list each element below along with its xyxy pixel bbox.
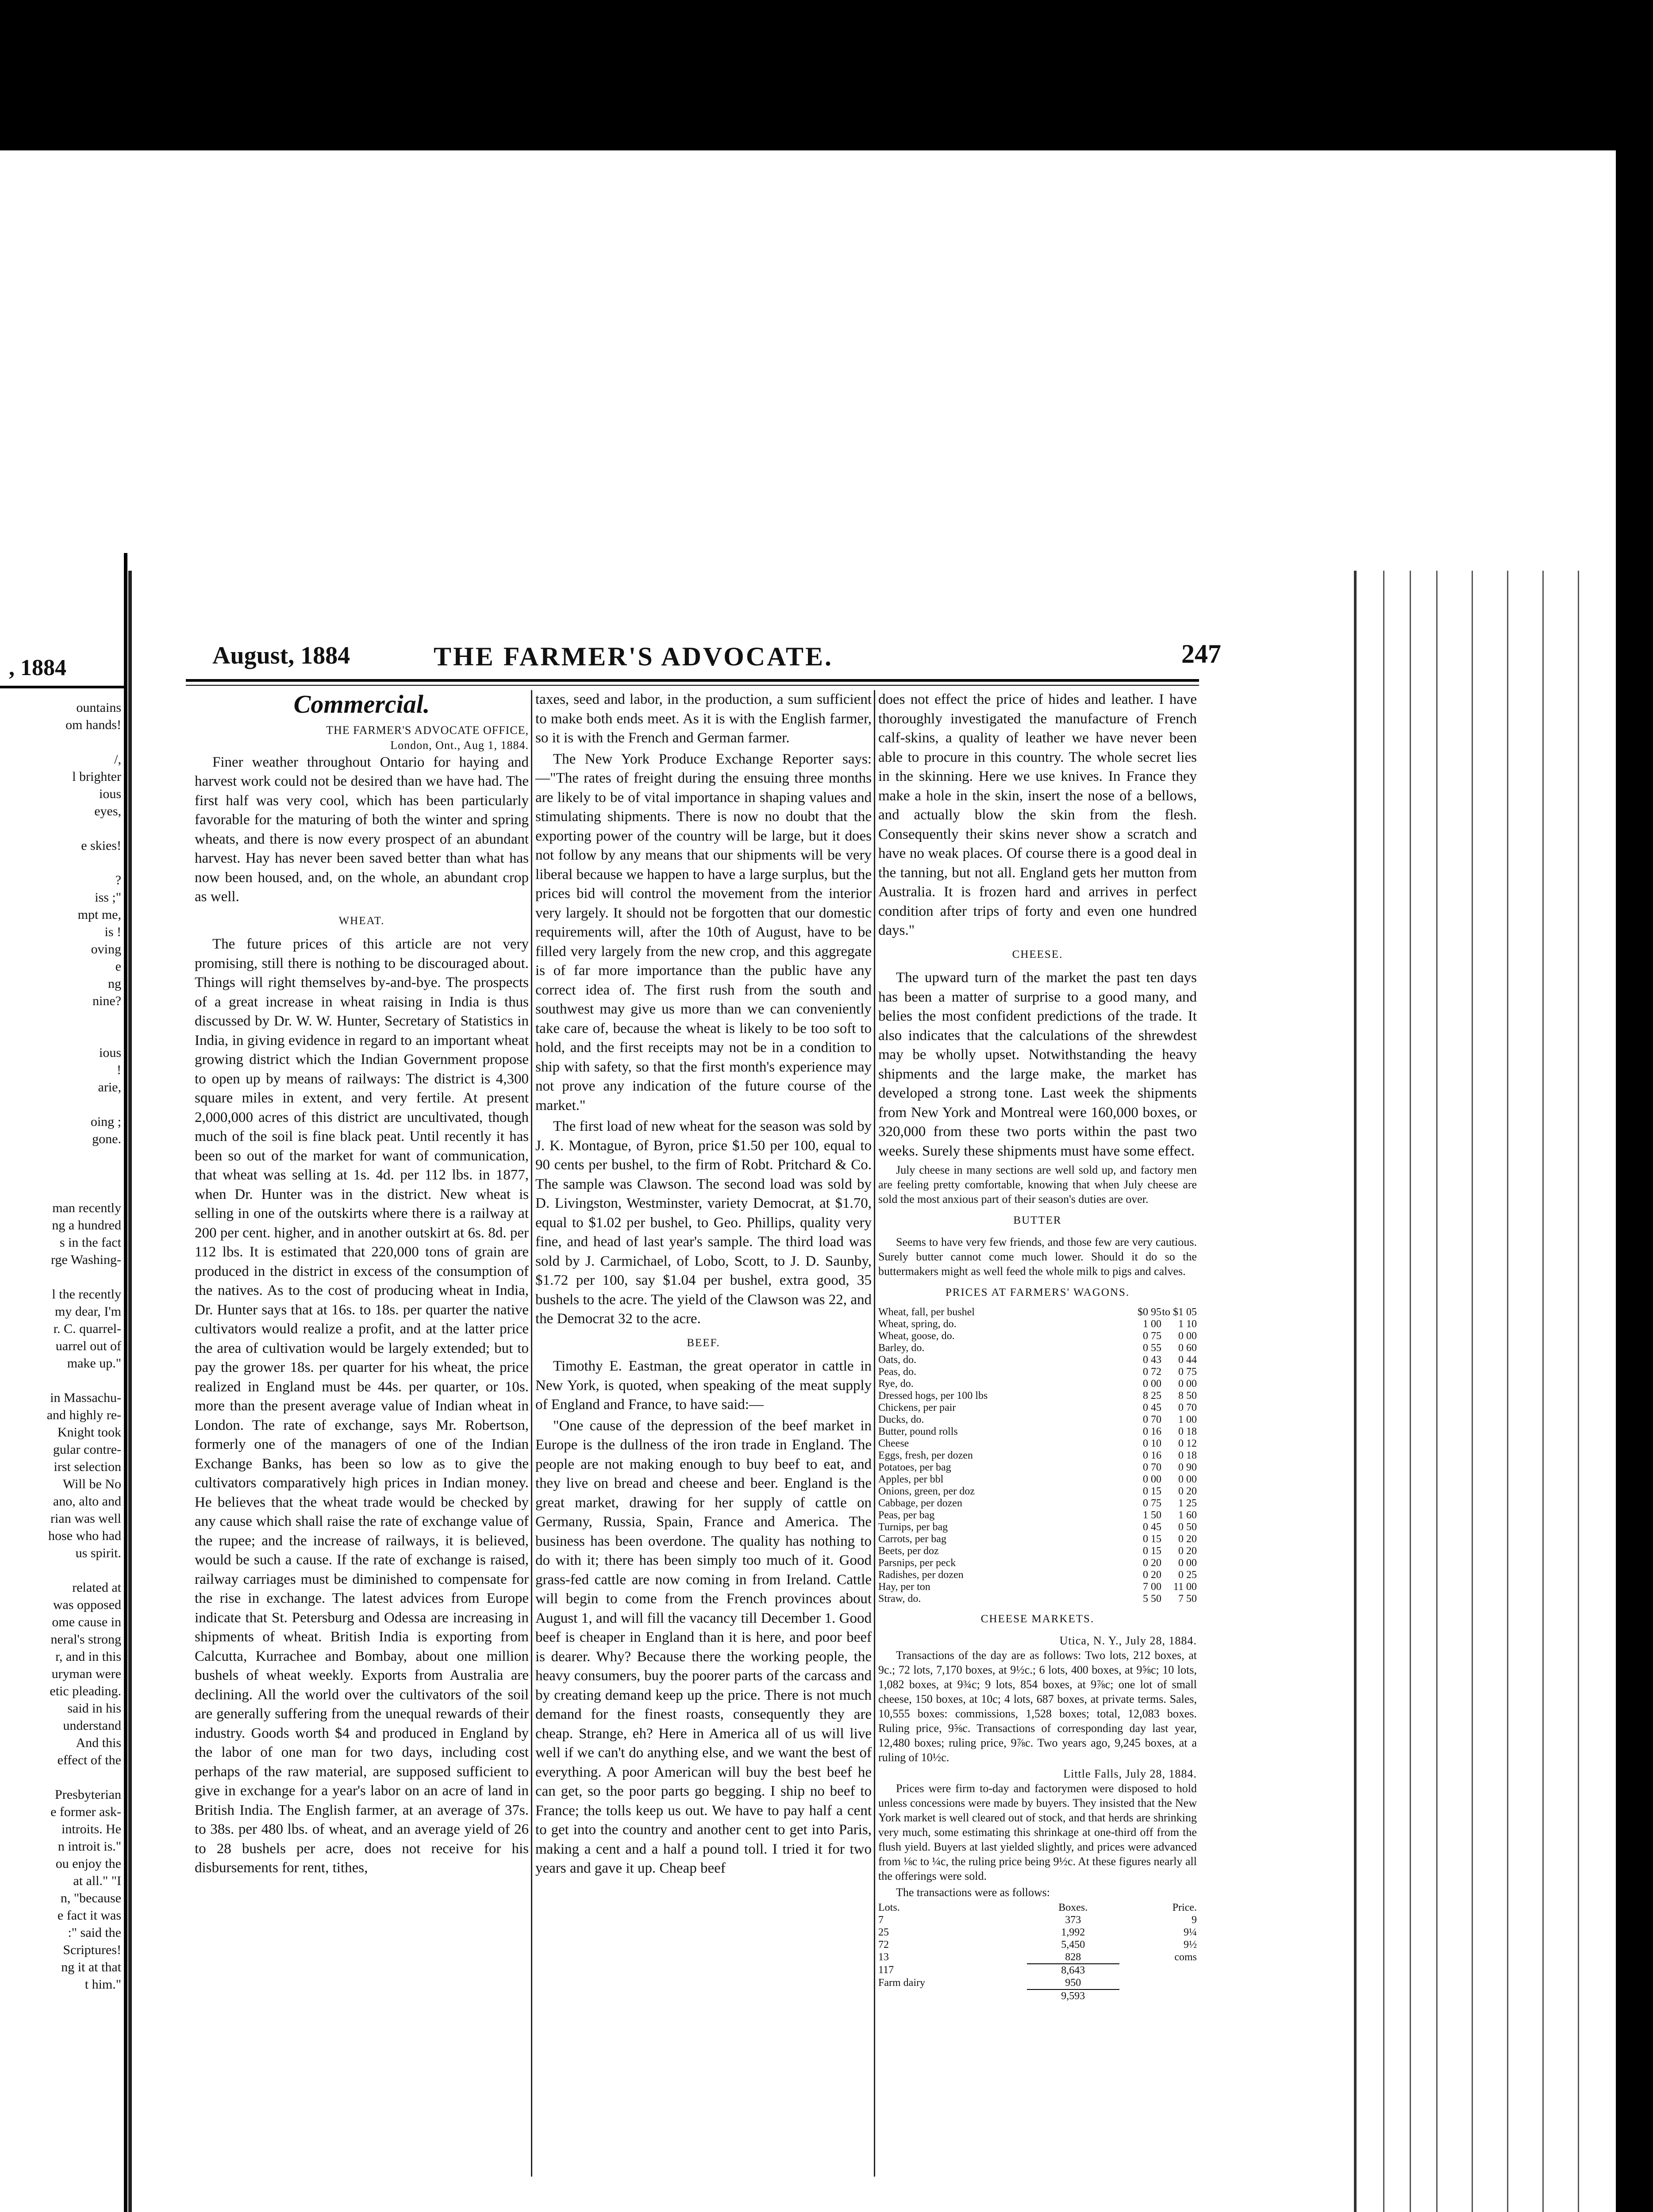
left-page-line: ng xyxy=(108,976,121,991)
left-page-header: , 1884 xyxy=(9,655,66,680)
price-high: 0 44 xyxy=(1178,1354,1197,1366)
left-page-line: rge Washing- xyxy=(51,1252,121,1267)
price-low: 0 45 xyxy=(1143,1402,1161,1413)
tx-boxes: 828 xyxy=(1065,1951,1081,1963)
utica-dateline: Utica, N. Y., July 28, 1884. xyxy=(1059,1634,1197,1647)
left-page-line: irst selection xyxy=(54,1459,121,1474)
left-page-line xyxy=(0,1268,124,1286)
price-high: 0 12 xyxy=(1178,1438,1197,1449)
tx-price: 9¼ xyxy=(1184,1926,1197,1938)
total-lots: 117 xyxy=(878,1964,894,1976)
price-item: Eggs, fresh, per dozen xyxy=(878,1450,973,1461)
left-page-line: and highly re- xyxy=(46,1408,121,1422)
price-row xyxy=(878,1557,1197,1569)
price-item: Onions, green, per doz xyxy=(878,1486,975,1497)
price-low: 0 10 xyxy=(1143,1438,1161,1449)
price-low: 8 25 xyxy=(1143,1390,1161,1402)
table-header-row xyxy=(878,1901,1197,1914)
left-page-line: man recently xyxy=(52,1201,121,1215)
column-rule xyxy=(874,690,875,2177)
left-page-line: e xyxy=(115,959,121,974)
tx-lots: 13 xyxy=(878,1951,889,1963)
price-low: 7 00 xyxy=(1143,1581,1161,1593)
left-page-line: oving xyxy=(91,942,121,956)
price-row xyxy=(878,1378,1197,1390)
price-low: 0 20 xyxy=(1143,1569,1161,1581)
farm-dairy-boxes: 950 xyxy=(1065,1977,1081,1989)
price-item: Peas, do. xyxy=(878,1366,916,1378)
left-page-line xyxy=(0,820,124,837)
left-page-line: ! xyxy=(117,1063,121,1077)
price-item: Cabbage, per dozen xyxy=(878,1498,962,1509)
price-high: 0 20 xyxy=(1178,1533,1197,1545)
price-high: 0 75 xyxy=(1178,1366,1197,1378)
left-page-line: arie, xyxy=(98,1080,121,1094)
left-page-line: neral's strong xyxy=(50,1632,121,1647)
price-row xyxy=(878,1462,1197,1474)
paragraph: does not effect the price of hides and leather. I have thoroughly investigated the manufacture of French calf-skins, a quality of leather we have never been able to procure in this country. The whole secret lies in the skinning. Here we use knives. In France they make a hole in the skin, insert the nose of a bellows, and actually blow the skin from the flesh. Consequently their skins never show a scratch and have no weak places. Of course there is a good deal in the tanning, but not all. England gets her mutton from Australia. It is frozen hard and arrives in perfect condition after trips of forty and even one hundred days." xyxy=(878,691,1197,938)
price-item: Beets, per doz xyxy=(878,1545,939,1557)
left-page-line: mpt me, xyxy=(77,907,121,922)
left-page-line: om hands! xyxy=(65,718,121,732)
grand-total-row xyxy=(878,1989,1197,2002)
price-item: Oats, do. xyxy=(878,1354,916,1366)
price-high: 0 00 xyxy=(1178,1474,1197,1485)
left-page-line: l the recently xyxy=(52,1287,121,1302)
section-title: Commercial. xyxy=(293,690,430,718)
left-page-line: ou enjoy the xyxy=(55,1856,121,1871)
column-rule xyxy=(531,690,532,2177)
header-lots: Lots. xyxy=(878,1901,900,1913)
left-page-line: oing ; xyxy=(90,1114,121,1129)
price-item: Carrots, per bag xyxy=(878,1533,946,1545)
left-page-line: my dear, I'm xyxy=(55,1304,121,1319)
left-facing-page xyxy=(0,553,127,2212)
left-page-line: r, and in this xyxy=(55,1649,121,1664)
left-page-line: nine? xyxy=(92,994,121,1008)
left-page-line: uryman were xyxy=(51,1667,121,1681)
issue-date: August, 1884 xyxy=(212,642,350,669)
dateline-office: THE FARMER'S ADVOCATE OFFICE, xyxy=(326,723,529,737)
price-row xyxy=(878,1342,1197,1354)
left-page-line: ng a hundred xyxy=(52,1218,121,1233)
price-high: 0 18 xyxy=(1178,1426,1197,1437)
left-page-line: etic pleading. xyxy=(50,1684,121,1698)
farm-dairy-row xyxy=(878,1977,1197,1989)
transaction-row xyxy=(878,1926,1197,1939)
running-header xyxy=(212,639,1221,671)
left-page-line: understand xyxy=(63,1718,121,1733)
price-row xyxy=(878,1545,1197,1557)
left-page-line: Knight took xyxy=(57,1425,121,1440)
transaction-row xyxy=(878,1939,1197,1951)
price-row xyxy=(878,1486,1197,1498)
left-page-line xyxy=(0,1027,124,1044)
column-1 xyxy=(195,690,529,1880)
price-low: 0 16 xyxy=(1143,1426,1161,1437)
left-page-line: uarrel out of xyxy=(55,1339,121,1353)
price-low: 0 45 xyxy=(1143,1521,1161,1533)
column-3 xyxy=(878,690,1197,2002)
subhead-beef: BEEF. xyxy=(687,1336,720,1349)
price-low: 0 70 xyxy=(1143,1414,1161,1425)
left-page-line xyxy=(0,1010,124,1027)
total-boxes: 8,643 xyxy=(1027,1964,1119,1977)
price-high: 1 10 xyxy=(1178,1318,1197,1330)
tx-boxes: 373 xyxy=(1065,1914,1081,1926)
tx-lots: 7 xyxy=(878,1914,884,1926)
paragraph: The first load of new wheat for the season was sold by J. K. Montague, of Byron, price $1.50 per 100, equal to 90 cents per bushel, to the firm of Robt. Pritchard & Co. The sample was Clawson. The second load was sold by D. Livingston, Westminster, variety Democrat, at $1.70, equal to $1.02 per bushel, to Geo. Phillips, quality very fine, and head of last year's sample. The third load was sold by J. Carmichael, of Lobo, Scott, to J. D. Saunby, $1.72 per 100, say $1.04 per bushel, extra good, 35 bushels to the acre. The yield of the Clawson was 22, and the Democrat 32 to the acre. xyxy=(535,1118,872,1327)
left-page-line: is ! xyxy=(104,925,121,939)
header-price: Price. xyxy=(1172,1901,1197,1913)
left-page-line: effect of the xyxy=(57,1753,121,1767)
price-low: 1 00 xyxy=(1143,1318,1161,1330)
price-high: 0 70 xyxy=(1178,1402,1197,1413)
left-page-line: /, xyxy=(114,752,121,767)
price-high: 1 00 xyxy=(1178,1414,1197,1425)
left-page-line: Will be No xyxy=(62,1477,121,1491)
transaction-row xyxy=(878,1951,1197,1964)
total-row xyxy=(878,1964,1197,1977)
left-page-line: gular contre- xyxy=(53,1442,121,1457)
price-row xyxy=(878,1366,1197,1378)
left-page-line: introits. He xyxy=(62,1822,121,1836)
price-row xyxy=(878,1498,1197,1509)
left-page-line: l brighter xyxy=(72,769,121,784)
left-page-line: hose who had xyxy=(48,1528,121,1543)
paragraph: The upward turn of the market the past ten days has been a matter of surprise to a good many, and belies the most confident predictions of the trade. It also indicates that the calculations of the shrewdest may be wholly upset. Notwithstanding the heavy shipments and the large make, the market has developed a strong tone. Last week the shipments from New York and Montreal were 160,000 boxes, or 320,000 from these two ports within the past two weeks. Surely these shipments must have some effect. xyxy=(878,970,1197,1159)
price-high: 0 00 xyxy=(1178,1378,1197,1390)
page-number: 247 xyxy=(1181,639,1221,668)
tx-lots: 72 xyxy=(878,1939,889,1951)
tx-boxes: 1,992 xyxy=(1061,1926,1085,1938)
price-item: Wheat, goose, do. xyxy=(878,1330,955,1342)
price-row xyxy=(878,1509,1197,1521)
left-page-line: ious xyxy=(99,1045,121,1060)
price-item: Rye, do. xyxy=(878,1378,914,1390)
paragraph: The New York Produce Exchange Reporter says:—"The rates of freight during the ensuing three months are likely to be of vital importance in shaping values and stimulating shipments. There is now no doubt that the exporting power of the country will be large, but it does not follow by any means that our shipments will be very liberal because we happen to have a large surplus, but the prices bid will control the movement from the interior very largely. It should not be forgotten that our domestic requirements will, after the 10th of August, have to be filled very largely from the new crop, and this aggregate is of far more importance than the public have any correct idea of. The first rush from the south and southwest may give us more than we can conveniently take care of, because the wheat is likely to be too soft to hold, and the first receipts may not be in a condition to ship with safety, so that the first month's experience may not prove any indication of the future course of the market." xyxy=(535,751,872,1114)
farm-dairy-label: Farm dairy xyxy=(878,1977,925,1989)
left-page-line xyxy=(0,1182,124,1199)
price-high: 0 25 xyxy=(1178,1569,1197,1581)
header-rule xyxy=(186,679,1199,682)
paragraph: The future prices of this article are not very promising, still there is nothing to be discouraged about. Things will right themselves by-and-bye. The prospects of a great increase in wheat raising in India is thus discussed by Dr. W. W. Hunter, Secretary of Statistics in India, in giving evidence in regard to an important wheat growing district which the Indian Government propose to open up by means of railways: The district is 4,300 square miles in extent, and very fertile. At present 2,000,000 acres of this district are uncultivated, though much of the soil is fine black peat. Until recently it has been so out of the market for want of communication, that wheat was selling at 1s. 4d. per 112 lbs. in 1877, when Dr. Hunter was in the district. New wheat is selling in one of the outskirts where there is a railway at 200 per cent. higher, and in another outskirt at 6s. 8d. per 112 lbs. It is estimated that 220,000 tons of grain are produced in the district in excess of the consumption of the natives. As to the cost of producing wheat in India, Dr. Hunter says that at 16s. to 18s. per quarter the native cultivators would realize a profit, and at the latter price the area of cultivation would be largely extended; but to pay the grower 18s. per quarter for his wheat, the price realized in England must be 44s. per quarter, or 10s. more than the present average value of Indian wheat in London. The rate of exchange, says Mr. Robertson, formerly one of the managers of one of the Indian Exchange Banks, has been so low as to give the cultivators comparatively high prices in Indian money. He believes that the wheat trade would be checked by any cause which shall raise the rate of exchange value of the rupee; and the increase of railways, it is believed, would be such a cause. If the rate of exchange is raised, railway carriages must be diminished to compensate for the rise in exchange. The latest advices from Europe indicate that St. Petersburg and Odessa are increasing in shipments of wheat. British India is exporting from Calcutta, Kurrachee and Bombay, about one million bushels of wheat weekly. Exports from Australia are declining. All the world over the cultivators of the soil are generally suffering from the unequal rewards of their industry. Goods worth $4 and produced in England by the labor of one man for two days, including cost perhaps of the raw material, are supposed sufficient to give in exchange for a year's labor on an acre of land in British India. The English farmer, at an average of 37s. to 38s. per 480 lbs. of wheat, and an average yield of 26 to 28 bushels per acre, does not receive for his disbursements for rent, tithes, xyxy=(195,936,529,1876)
price-high: 1 25 xyxy=(1178,1498,1197,1509)
price-row xyxy=(878,1593,1197,1605)
left-page-line: e fact it was xyxy=(57,1908,121,1923)
transaction-row xyxy=(878,1914,1197,1926)
column-2 xyxy=(535,690,872,1880)
left-page-line xyxy=(0,1165,124,1182)
price-low: 0 70 xyxy=(1143,1462,1161,1473)
price-row xyxy=(878,1414,1197,1426)
price-low: 5 50 xyxy=(1143,1593,1161,1605)
price-item: Butter, pound rolls xyxy=(878,1426,958,1437)
price-high: 0 20 xyxy=(1178,1486,1197,1497)
left-page-line xyxy=(0,1372,124,1389)
left-page-line: e former ask- xyxy=(50,1805,121,1819)
price-high: to $1 05 xyxy=(1162,1306,1197,1318)
price-item: Ducks, do. xyxy=(878,1414,924,1425)
price-low: 0 16 xyxy=(1143,1450,1161,1461)
price-low: 0 55 xyxy=(1143,1342,1161,1354)
left-page-line xyxy=(0,854,124,872)
tx-lots: 25 xyxy=(878,1926,889,1938)
price-low: 0 00 xyxy=(1143,1474,1161,1485)
price-low: 0 15 xyxy=(1143,1486,1161,1497)
left-page-line: ious xyxy=(99,787,121,801)
left-page-line: at all." "I xyxy=(73,1874,121,1888)
left-page-line xyxy=(0,1562,124,1579)
left-page-line xyxy=(0,1769,124,1786)
price-low: 1 50 xyxy=(1143,1509,1161,1521)
left-page-line: said in his xyxy=(67,1701,121,1716)
newspaper-title: THE FARMER'S ADVOCATE. xyxy=(434,642,833,671)
price-row xyxy=(878,1474,1197,1486)
price-item: Parsnips, per peck xyxy=(878,1557,956,1569)
price-low: 0 43 xyxy=(1143,1354,1161,1366)
price-high: 0 90 xyxy=(1178,1462,1197,1473)
left-page-line: ng it at that xyxy=(61,1960,121,1974)
price-item: Apples, per bbl xyxy=(878,1474,944,1485)
left-page-line: :" said the xyxy=(68,1925,121,1940)
left-page-line: ano, alto and xyxy=(53,1494,121,1509)
subhead-cheese-markets: CHEESE MARKETS. xyxy=(980,1613,1095,1625)
subhead-butter: BUTTER xyxy=(1013,1214,1062,1226)
subhead-prices: PRICES AT FARMERS' WAGONS. xyxy=(945,1286,1130,1298)
price-row xyxy=(878,1306,1197,1318)
price-item: Chickens, per pair xyxy=(878,1402,956,1413)
left-page-line: rian was well xyxy=(50,1511,121,1526)
price-high: 0 60 xyxy=(1178,1342,1197,1354)
price-high: 0 00 xyxy=(1178,1330,1197,1342)
paragraph: taxes, seed and labor, in the production, a sum sufficient to make both ends meet. As it is with the English farmer, so it is with the French and German farmer. xyxy=(535,691,872,746)
scan-top-border xyxy=(0,0,1653,150)
price-row xyxy=(878,1354,1197,1366)
left-page-line: s in the fact xyxy=(59,1235,121,1250)
price-item: Wheat, fall, per bushel xyxy=(878,1306,975,1318)
price-low: 0 75 xyxy=(1143,1330,1161,1342)
left-page-line: in Massachu- xyxy=(50,1390,121,1405)
subhead-wheat: WHEAT. xyxy=(338,914,385,927)
left-page-line: Scriptures! xyxy=(63,1943,121,1957)
price-high: 8 50 xyxy=(1178,1390,1197,1402)
price-row xyxy=(878,1330,1197,1342)
price-low: 0 15 xyxy=(1143,1545,1161,1557)
left-page-line: iss ;" xyxy=(95,890,121,905)
price-high: 1 60 xyxy=(1178,1509,1197,1521)
left-page-line: e skies! xyxy=(81,838,121,853)
price-row xyxy=(878,1569,1197,1581)
price-low: 0 15 xyxy=(1143,1533,1161,1545)
price-row xyxy=(878,1318,1197,1330)
left-page-line: was opposed xyxy=(53,1598,121,1612)
price-low: 0 72 xyxy=(1143,1366,1161,1378)
left-page-line: r. C. quarrel- xyxy=(53,1321,121,1336)
price-high: 11 00 xyxy=(1173,1581,1197,1593)
left-page-line: ome cause in xyxy=(52,1615,121,1629)
transactions-table xyxy=(878,1901,1197,2002)
price-row xyxy=(878,1390,1197,1402)
price-item: Radishes, per dozen xyxy=(878,1569,964,1581)
price-item: Hay, per ton xyxy=(878,1581,930,1593)
price-item: Straw, do. xyxy=(878,1593,921,1605)
paragraph: July cheese in many sections are well sold up, and factory men are feeling pretty comfortable, knowing that when July cheese are sold the most anxious part of their season's duties are over. xyxy=(878,1164,1197,1206)
price-high: 0 20 xyxy=(1178,1545,1197,1557)
grand-total: 9,593 xyxy=(1027,1989,1119,2002)
price-row xyxy=(878,1521,1197,1533)
tx-boxes: 5,450 xyxy=(1061,1939,1085,1951)
utica-report: Transactions of the day are as follows: Two lots, 212 boxes, at 9c.; 72 lots, 7,170 boxes, at 9½c.; 6 lots, 400 boxes, at 9⅝c; 10 lots, 1,082 boxes, at 9¾c; 9 lots, 854 boxes, at 9⅞c; one lot of small cheese, 150 boxes, at 10c; 4 lots, 687 boxes, at private terms. Sales, 10,555 boxes: commissions, 1,528 boxes; total, 12,083 boxes. Ruling price, 9⅝c. Transactions of corresponding day last year, 12,480 boxes; ruling price, 9⅞c. Two years ago, 9,245 boxes, at a ruling of 10½c. xyxy=(878,1648,1197,1764)
left-page-line: eyes, xyxy=(94,804,121,818)
price-item: Peas, per bag xyxy=(878,1509,935,1521)
left-page-line: n introit is." xyxy=(58,1839,121,1854)
price-low: 0 75 xyxy=(1143,1498,1161,1509)
price-row xyxy=(878,1402,1197,1414)
left-page-line: Presbyterian xyxy=(55,1787,121,1802)
paragraph: Finer weather throughout Ontario for haying and harvest work could not be desired than we have had. The first half was very cool, which has been particularly favorable for the maturing of both the winter and spring wheats, and there is now every prospect of an abundant harvest. Hay has never been saved better than what has now been housed, and, on the whole, an abundant crop as well. xyxy=(195,754,529,905)
header-rule-thin xyxy=(186,685,1199,686)
left-page-line: ountains xyxy=(76,700,121,715)
subhead-cheese: CHEESE. xyxy=(1012,948,1063,960)
paragraph: "One cause of the depression of the beef market in Europe is the dullness of the iron trade in England. The people are not making enough to buy beef to eat, and they live on bread and cheese and beer. England is the great market, drawing for her supply of cattle on Germany, Russia, Spain, France and America. The business has been overdone. The quality has nothing to do with it; there has been simply too much of it. Good grass-fed cattle are now coming in from Ireland. Cattle will begin to come from the French provinces about August 1, and will fill the vacancy till December 1. Good beef is cheaper in England than it is here, and poor beef is dearer. Why? Because there the working people, the heavy consumers, buy the poorer parts of the carcass and by creating demand keep up the price. There is not much demand for the finest roasts, consequently they are cheap. Strange, eh? Here in America all of us will live well if we can't do anything else, and we want the best of everything. A poor American will buy the best beef he can get, so the poor parts go begging. I ship no beef to France; the tolls keep us out. We have to pay half a cent to get into the country and another cent to get into Paris, making a cent and a half a pound toll. I tried it for two years and gave it up. Cheap beef xyxy=(535,1417,872,1876)
price-high: 0 50 xyxy=(1178,1521,1197,1533)
header-boxes: Boxes. xyxy=(1058,1901,1088,1913)
price-item: Potatoes, per bag xyxy=(878,1462,951,1473)
tx-price: 9½ xyxy=(1184,1939,1197,1951)
left-page-line: related at xyxy=(72,1580,121,1595)
price-high: 0 18 xyxy=(1178,1450,1197,1461)
tx-price: 9 xyxy=(1192,1914,1197,1926)
price-low: $0 95 xyxy=(1138,1306,1161,1318)
price-low: 0 20 xyxy=(1143,1557,1161,1569)
price-row xyxy=(878,1426,1197,1438)
page-edges xyxy=(1354,571,1595,2212)
left-page-line xyxy=(0,733,124,751)
little-falls-dateline: Little Falls, July 28, 1884. xyxy=(1063,1767,1197,1780)
left-page-line xyxy=(0,1148,124,1165)
left-page-line: t him." xyxy=(85,1977,121,1992)
price-row xyxy=(878,1450,1197,1462)
price-row xyxy=(878,1581,1197,1593)
left-page-line: n, "because xyxy=(60,1891,121,1905)
left-page-header-rule xyxy=(0,686,124,688)
price-item: Cheese xyxy=(878,1438,909,1449)
price-row xyxy=(878,1533,1197,1545)
left-page-line: us spirit. xyxy=(75,1546,121,1560)
tx-price: coms xyxy=(1174,1951,1197,1963)
transactions-intro: The transactions were as follows: xyxy=(896,1886,1050,1899)
left-page-line: make up." xyxy=(67,1356,121,1371)
price-item: Turnips, per bag xyxy=(878,1521,948,1533)
left-page-text xyxy=(0,699,124,1993)
left-page-line xyxy=(0,1096,124,1113)
price-item: Dressed hogs, per 100 lbs xyxy=(878,1390,988,1402)
left-page-line: And this xyxy=(76,1736,121,1750)
left-page-line: ? xyxy=(115,873,121,887)
paragraph: Timothy E. Eastman, the great operator in cattle in New York, is quoted, when speaking of the meat supply of England and France, to have said:— xyxy=(535,1358,872,1413)
price-high: 0 00 xyxy=(1178,1557,1197,1569)
little-falls-report: Prices were firm to-day and factorymen were disposed to hold unless concessions were made by buyers. They insisted that the New York market is well cleared out of stock, and that herds are shrinking very much, some estimating this shrinkage at one-third off from the flush yield. Buyers at last yielded slightly, and prices were advanced from ⅛c to ¼c, the ruling price being 9½c. At these figures nearly all the offerings were sold. xyxy=(878,1782,1197,1882)
paragraph: Seems to have very few friends, and those few are very cautious. Surely butter cannot come much lower. Should it do so the buttermakers might as well feed the whole milk to pigs and calves. xyxy=(878,1235,1197,1278)
price-low: 0 00 xyxy=(1143,1378,1161,1390)
prices-table xyxy=(878,1306,1197,1605)
price-item: Wheat, spring, do. xyxy=(878,1318,957,1330)
price-row xyxy=(878,1438,1197,1450)
dateline-place: London, Ont., Aug 1, 1884. xyxy=(390,738,529,752)
price-high: 7 50 xyxy=(1178,1593,1197,1605)
price-item: Barley, do. xyxy=(878,1342,925,1354)
left-page-line: gone. xyxy=(92,1132,121,1146)
